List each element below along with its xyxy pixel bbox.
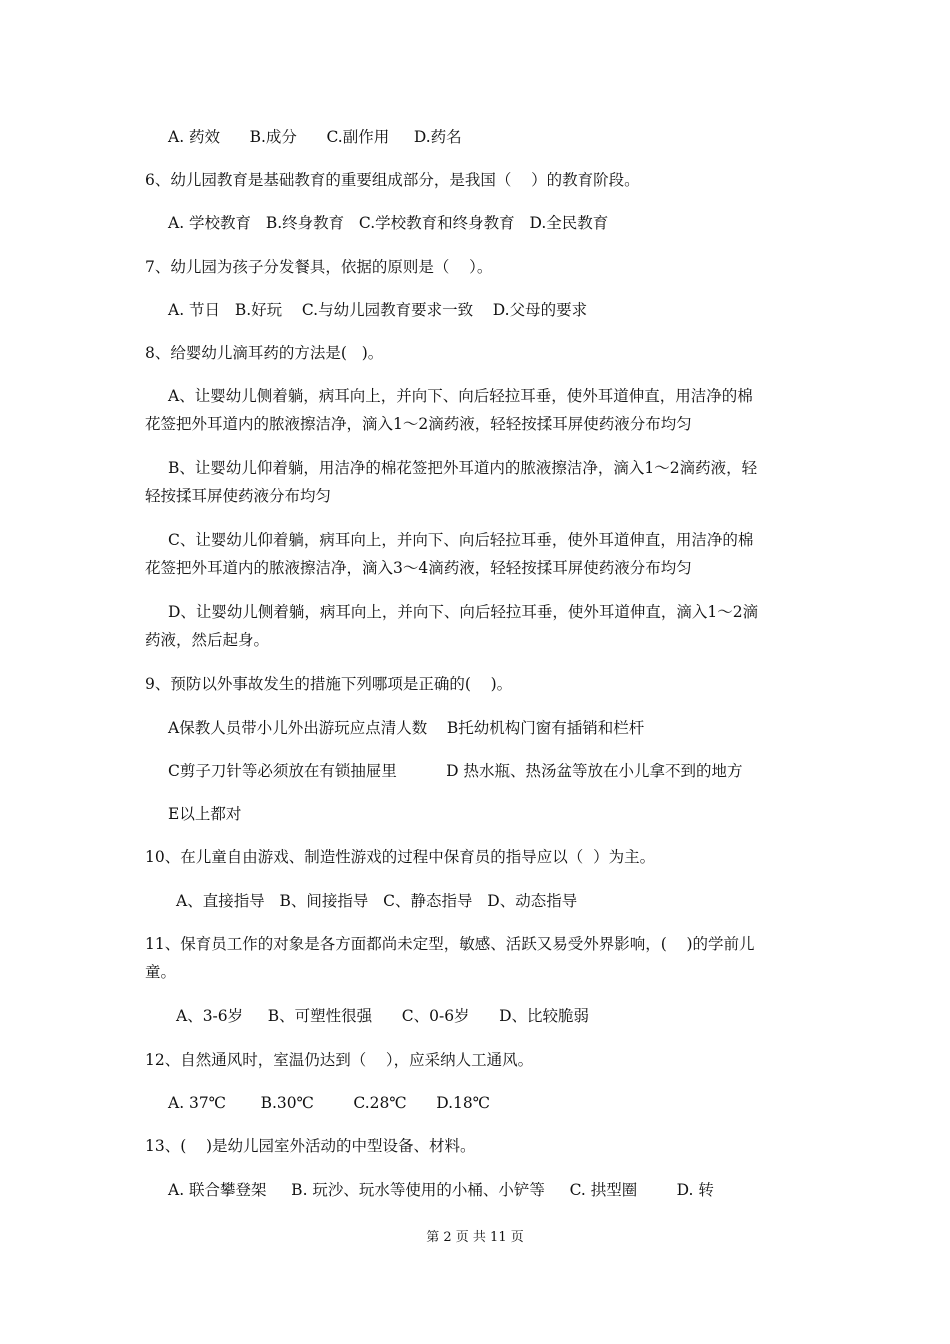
- q13-options: A. 联合攀登架 B. 玩沙、玩水等使用的小桶、小铲等 C. 拱型圈 D. 转: [168, 1181, 714, 1199]
- q8-option-b-line1: B、让婴幼儿仰着躺，用洁净的棉花签把外耳道内的脓液擦洁净，滴入1～2滴药液，轻: [168, 459, 758, 477]
- page-footer: 第 2 页 共 11 页: [426, 1230, 524, 1245]
- q7-options: A. 节日 B.好玩 C.与幼儿园教育要求一致 D.父母的要求: [168, 301, 588, 319]
- q10-options: A、直接指导 B、间接指导 C、静态指导 D、动态指导: [176, 892, 578, 910]
- q8-option-a-line1: A、让婴幼儿侧着躺，病耳向上，并向下、向后轻拉耳垂，使外耳道伸直，用洁净的棉: [168, 387, 753, 405]
- q10-question: 10、在儿童自由游戏、制造性游戏的过程中保育员的指导应以（ ）为主。: [145, 848, 656, 866]
- q8-option-c-line2: 花签把外耳道内的脓液擦洁净，滴入3～4滴药液，轻轻按揉耳屏使药液分布均匀: [145, 559, 692, 577]
- q5-options: A. 药效 B.成分 C.副作用 D.药名: [168, 128, 462, 146]
- q9-question: 9、预防以外事故发生的措施下列哪项是正确的( )。: [145, 675, 513, 693]
- q9-options-cd: C剪子刀针等必须放在有锁抽屉里 D 热水瓶、热汤盆等放在小儿拿不到的地方: [168, 762, 743, 780]
- q8-option-a-line2: 花签把外耳道内的脓液擦洁净，滴入1～2滴药液，轻轻按揉耳屏使药液分布均匀: [145, 415, 692, 433]
- q12-question: 12、自然通风时，室温仍达到（ ），应采纳人工通风。: [145, 1051, 534, 1069]
- q6-options: A. 学校教育 B.终身教育 C.学校教育和终身教育 D.全民教育: [168, 214, 609, 232]
- q7-question: 7、幼儿园为孩子分发餐具，依据的原则是（ ）。: [145, 258, 493, 276]
- q8-option-b-line2: 轻按揉耳屏使药液分布均匀: [145, 487, 332, 505]
- q6-question: 6、幼儿园教育是基础教育的重要组成部分，是我国（ ）的教育阶段。: [145, 171, 640, 189]
- q12-options: A. 37℃ B.30℃ C.28℃ D.18℃: [168, 1094, 491, 1112]
- q11-options: A、3-6岁 B、可塑性很强 C、0-6岁 D、比较脆弱: [176, 1007, 590, 1025]
- q8-option-c-line1: C、让婴幼儿仰着躺，病耳向上，并向下、向后轻拉耳垂，使外耳道伸直，用洁净的棉: [168, 531, 754, 549]
- q13-question: 13、( )是幼儿园室外活动的中型设备、材料。: [145, 1137, 476, 1155]
- q11-question-line1: 11、保育员工作的对象是各方面都尚未定型，敏感、活跃又易受外界影响，( )的学前儿: [145, 935, 755, 953]
- q11-question-line2: 童。: [145, 963, 177, 981]
- q9-options-ab: A保教人员带小儿外出游玩应点清人数 B托幼机构门窗有插销和栏杆: [168, 719, 645, 737]
- q9-option-e: E以上都对: [168, 805, 242, 823]
- q8-option-d-line1: D、让婴幼儿侧着躺，病耳向上，并向下、向后轻拉耳垂，使外耳道伸直，滴入1～2滴: [168, 603, 759, 621]
- q8-option-d-line2: 药液，然后起身。: [145, 631, 270, 649]
- q8-question: 8、给婴幼儿滴耳药的方法是( )。: [145, 344, 384, 362]
